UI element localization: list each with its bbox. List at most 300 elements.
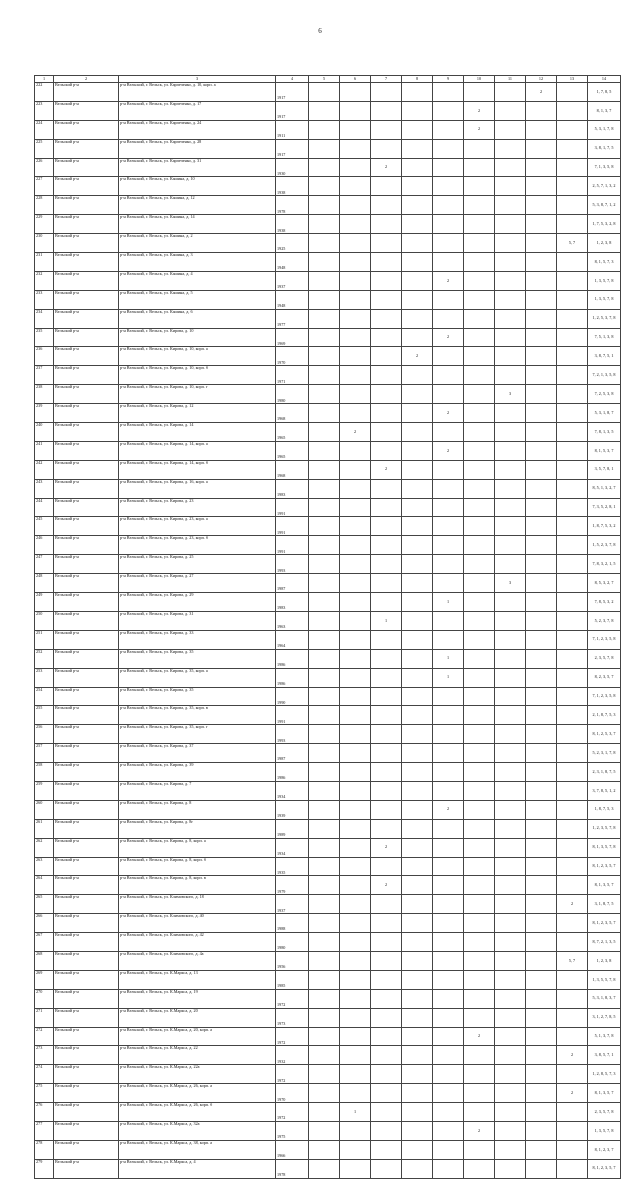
row-number-cell: 259 bbox=[35, 781, 54, 800]
table-row bbox=[35, 101, 621, 120]
col9-cell bbox=[433, 423, 464, 442]
year-cell: 1991 bbox=[276, 706, 309, 725]
col13-cell bbox=[557, 498, 588, 517]
col5-cell bbox=[309, 536, 340, 555]
col5-cell bbox=[309, 271, 340, 290]
address-cell: р-н Вельский, г. Вельск, ул. Карпеченко, д. 17 bbox=[119, 101, 276, 120]
col5-cell bbox=[309, 933, 340, 952]
col14-cell: 7, 5, 1, 3, 8 bbox=[588, 328, 621, 347]
col5-cell bbox=[309, 725, 340, 744]
year-cell: 1991 bbox=[276, 517, 309, 536]
col8-cell bbox=[402, 630, 433, 649]
address-cell: р-н Вельский, г. Вельск, ул. Кашина, д. 2 bbox=[119, 234, 276, 253]
col9-cell bbox=[433, 309, 464, 328]
col7-cell bbox=[371, 763, 402, 782]
col5-cell bbox=[309, 498, 340, 517]
table-row bbox=[35, 914, 621, 933]
address-cell: р-н Вельский, г. Вельск, ул. Климовского, д. 40 bbox=[119, 914, 276, 933]
col12-cell bbox=[526, 649, 557, 668]
col7-cell bbox=[371, 781, 402, 800]
col6-cell bbox=[340, 101, 371, 120]
col14-cell: 7, 8, 3, 2, 1, 5 bbox=[588, 555, 621, 574]
col11-cell bbox=[495, 649, 526, 668]
district-cell: Вельский р-н bbox=[54, 328, 119, 347]
col9-cell bbox=[433, 1121, 464, 1140]
col14-cell: 5, 3, 8, 7, 1, 2 bbox=[588, 196, 621, 215]
row-number-cell: 239 bbox=[35, 404, 54, 423]
table-body bbox=[35, 83, 621, 1179]
col12-cell bbox=[526, 271, 557, 290]
col8-cell bbox=[402, 1027, 433, 1046]
col7-cell bbox=[371, 423, 402, 442]
col13-cell bbox=[557, 1159, 588, 1178]
row-number-cell: 271 bbox=[35, 1008, 54, 1027]
col10-cell bbox=[464, 1103, 495, 1122]
col9-cell: 1 bbox=[433, 593, 464, 612]
col8-cell bbox=[402, 385, 433, 404]
col7-cell bbox=[371, 800, 402, 819]
col8-cell bbox=[402, 271, 433, 290]
col13-cell bbox=[557, 328, 588, 347]
col10-cell bbox=[464, 441, 495, 460]
col13-cell bbox=[557, 574, 588, 593]
address-cell: р-н Вельский, г. Вельск, ул. Кирова, д. 10, корп. г bbox=[119, 385, 276, 404]
col11-cell bbox=[495, 914, 526, 933]
col12-cell bbox=[526, 1121, 557, 1140]
table-row bbox=[35, 517, 621, 536]
district-cell: Вельский р-н bbox=[54, 536, 119, 555]
col6-cell bbox=[340, 347, 371, 366]
col5-cell bbox=[309, 1008, 340, 1027]
col12-cell bbox=[526, 951, 557, 970]
col11-cell bbox=[495, 725, 526, 744]
row-number-cell: 277 bbox=[35, 1121, 54, 1140]
col6-cell bbox=[340, 1121, 371, 1140]
col6-cell bbox=[340, 536, 371, 555]
address-cell: р-н Вельский, г. Вельск, ул. Кирова, д. 23 bbox=[119, 498, 276, 517]
col5-cell bbox=[309, 366, 340, 385]
row-number-cell: 248 bbox=[35, 574, 54, 593]
col14-cell: 2, 3, 5, 7, 8 bbox=[588, 1103, 621, 1122]
col14-cell: 3, 7, 8, 5, 1, 2 bbox=[588, 781, 621, 800]
col7-cell bbox=[371, 857, 402, 876]
row-number-cell: 256 bbox=[35, 725, 54, 744]
col14-cell: 1, 3, 5, 7, 8 bbox=[588, 271, 621, 290]
district-cell: Вельский р-н bbox=[54, 914, 119, 933]
col7-cell: 1 bbox=[371, 611, 402, 630]
col11-cell bbox=[495, 1121, 526, 1140]
col9-cell bbox=[433, 1159, 464, 1178]
address-cell: р-н Вельский, г. Вельск, ул. Карпеченко, д. 28 bbox=[119, 139, 276, 158]
col12-cell bbox=[526, 611, 557, 630]
col7-cell bbox=[371, 819, 402, 838]
col8-cell bbox=[402, 838, 433, 857]
col9-cell bbox=[433, 611, 464, 630]
col8-cell bbox=[402, 725, 433, 744]
col14-cell: 3, 1, 2, 7, 8, 5 bbox=[588, 1008, 621, 1027]
table-row bbox=[35, 1121, 621, 1140]
col6-cell bbox=[340, 933, 371, 952]
col6-cell bbox=[340, 177, 371, 196]
row-number-cell: 264 bbox=[35, 876, 54, 895]
table-row bbox=[35, 611, 621, 630]
district-cell: Вельский р-н bbox=[54, 1103, 119, 1122]
col11-cell bbox=[495, 120, 526, 139]
col9-cell: 2 bbox=[433, 328, 464, 347]
col5-cell bbox=[309, 763, 340, 782]
col13-cell: 5, 7 bbox=[557, 951, 588, 970]
col5-cell bbox=[309, 196, 340, 215]
col10-cell bbox=[464, 838, 495, 857]
col14-cell: 5, 3, 1, 7, 8 bbox=[588, 120, 621, 139]
col13-cell bbox=[557, 83, 588, 102]
row-number-cell: 276 bbox=[35, 1103, 54, 1122]
address-cell: р-н Вельский, г. Вельск, ул. Кашина, д. 5 bbox=[119, 290, 276, 309]
col11-cell bbox=[495, 290, 526, 309]
col14-cell: 8, 5, 1, 3, 2, 7 bbox=[588, 479, 621, 498]
col14-cell: 1, 3, 5, 7, 8 bbox=[588, 1121, 621, 1140]
column-header-13: 13 bbox=[557, 76, 588, 83]
col7-cell bbox=[371, 1008, 402, 1027]
year-cell: 1987 bbox=[276, 574, 309, 593]
year-cell: 1991 bbox=[276, 536, 309, 555]
col13-cell bbox=[557, 479, 588, 498]
table-row bbox=[35, 668, 621, 687]
table-row bbox=[35, 819, 621, 838]
col7-cell bbox=[371, 479, 402, 498]
district-cell: Вельский р-н bbox=[54, 404, 119, 423]
col5-cell bbox=[309, 290, 340, 309]
address-cell: р-н Вельский, г. Вельск, ул. К.Маркса, д. 13 bbox=[119, 970, 276, 989]
col14-cell: 8, 1, 2, 5, 3, 7 bbox=[588, 725, 621, 744]
col10-cell bbox=[464, 309, 495, 328]
col12-cell bbox=[526, 630, 557, 649]
col6-cell bbox=[340, 970, 371, 989]
col8-cell bbox=[402, 970, 433, 989]
address-cell: р-н Вельский, г. Вельск, ул. Кашина, д. 12 bbox=[119, 196, 276, 215]
col6-cell bbox=[340, 385, 371, 404]
col9-cell bbox=[433, 234, 464, 253]
table-row bbox=[35, 83, 621, 102]
col12-cell bbox=[526, 593, 557, 612]
page-number: 6 bbox=[318, 27, 322, 35]
col11-cell bbox=[495, 536, 526, 555]
district-cell: Вельский р-н bbox=[54, 838, 119, 857]
col7-cell bbox=[371, 989, 402, 1008]
table-row bbox=[35, 328, 621, 347]
col12-cell bbox=[526, 404, 557, 423]
col11-cell bbox=[495, 83, 526, 102]
col9-cell bbox=[433, 895, 464, 914]
col7-cell bbox=[371, 1046, 402, 1065]
col6-cell bbox=[340, 744, 371, 763]
col14-cell: 5, 3, 1, 8, 7 bbox=[588, 404, 621, 423]
col7-cell bbox=[371, 914, 402, 933]
col13-cell bbox=[557, 139, 588, 158]
col14-cell: 7, 1, 2, 3, 5, 8 bbox=[588, 687, 621, 706]
col14-cell: 1, 3, 5, 5, 7, 8 bbox=[588, 970, 621, 989]
col6-cell bbox=[340, 328, 371, 347]
col9-cell bbox=[433, 970, 464, 989]
col13-cell bbox=[557, 1027, 588, 1046]
col14-cell: 1, 8, 7, 5, 3 bbox=[588, 800, 621, 819]
col14-cell: 2, 5, 7, 1, 3, 2 bbox=[588, 177, 621, 196]
year-cell: 1980 bbox=[276, 933, 309, 952]
col7-cell: 2 bbox=[371, 838, 402, 857]
table-row bbox=[35, 536, 621, 555]
col13-cell bbox=[557, 253, 588, 272]
col10-cell bbox=[464, 989, 495, 1008]
col10-cell bbox=[464, 857, 495, 876]
col5-cell bbox=[309, 970, 340, 989]
address-cell: р-н Вельский, г. Вельск, ул. Кирова, д. 8г bbox=[119, 819, 276, 838]
col11-cell bbox=[495, 1046, 526, 1065]
col10-cell bbox=[464, 687, 495, 706]
col11-cell bbox=[495, 611, 526, 630]
table-row bbox=[35, 989, 621, 1008]
district-cell: Вельский р-н bbox=[54, 781, 119, 800]
table-row bbox=[35, 1084, 621, 1103]
district-cell: Вельский р-н bbox=[54, 460, 119, 479]
year-cell: 1965 bbox=[276, 441, 309, 460]
col6-cell bbox=[340, 253, 371, 272]
table-row bbox=[35, 347, 621, 366]
col12-cell bbox=[526, 933, 557, 952]
row-number-cell: 261 bbox=[35, 819, 54, 838]
district-cell: Вельский р-н bbox=[54, 196, 119, 215]
col13-cell bbox=[557, 611, 588, 630]
col5-cell bbox=[309, 253, 340, 272]
col6-cell bbox=[340, 876, 371, 895]
col11-cell bbox=[495, 479, 526, 498]
col10-cell: 2 bbox=[464, 1121, 495, 1140]
col8-cell bbox=[402, 83, 433, 102]
address-cell: р-н Вельский, г. Вельск, ул. К.Маркса, д. 26, корп. а bbox=[119, 1084, 276, 1103]
address-cell: р-н Вельский, г. Вельск, ул. Кирова, д. 14 bbox=[119, 423, 276, 442]
col5-cell bbox=[309, 385, 340, 404]
col5-cell bbox=[309, 328, 340, 347]
col12-cell bbox=[526, 385, 557, 404]
col8-cell bbox=[402, 1084, 433, 1103]
row-number-cell: 223 bbox=[35, 101, 54, 120]
year-cell: 1939 bbox=[276, 800, 309, 819]
col14-cell: 1, 3, 5, 7, 8 bbox=[588, 290, 621, 309]
col13-cell: 2 bbox=[557, 1046, 588, 1065]
col9-cell: 1 bbox=[433, 668, 464, 687]
column-header-7: 7 bbox=[371, 76, 402, 83]
col7-cell: 2 bbox=[371, 460, 402, 479]
col5-cell bbox=[309, 309, 340, 328]
district-cell: Вельский р-н bbox=[54, 120, 119, 139]
col13-cell bbox=[557, 876, 588, 895]
row-number-cell: 263 bbox=[35, 857, 54, 876]
col11-cell bbox=[495, 196, 526, 215]
table-row bbox=[35, 1140, 621, 1159]
col8-cell bbox=[402, 706, 433, 725]
col8-cell bbox=[402, 649, 433, 668]
col14-cell: 8, 1, 2, 3, 5, 7 bbox=[588, 1159, 621, 1178]
district-cell: Вельский р-н bbox=[54, 630, 119, 649]
col7-cell bbox=[371, 1159, 402, 1178]
col11-cell bbox=[495, 234, 526, 253]
col10-cell bbox=[464, 347, 495, 366]
year-cell: 1971 bbox=[276, 366, 309, 385]
col11-cell bbox=[495, 668, 526, 687]
col6-cell bbox=[340, 1008, 371, 1027]
row-number-cell: 255 bbox=[35, 706, 54, 725]
row-number-cell: 232 bbox=[35, 271, 54, 290]
col14-cell: 5, 3, 1, 8, 3, 7 bbox=[588, 989, 621, 1008]
col6-cell bbox=[340, 479, 371, 498]
col11-cell bbox=[495, 253, 526, 272]
col7-cell bbox=[371, 234, 402, 253]
col6-cell bbox=[340, 630, 371, 649]
district-cell: Вельский р-н bbox=[54, 83, 119, 102]
col10-cell bbox=[464, 271, 495, 290]
district-cell: Вельский р-н bbox=[54, 253, 119, 272]
col12-cell bbox=[526, 989, 557, 1008]
col10-cell bbox=[464, 498, 495, 517]
col9-cell bbox=[433, 177, 464, 196]
col10-cell bbox=[464, 460, 495, 479]
col13-cell bbox=[557, 423, 588, 442]
col5-cell bbox=[309, 1159, 340, 1178]
year-cell: 1964 bbox=[276, 630, 309, 649]
col9-cell bbox=[433, 366, 464, 385]
district-cell: Вельский р-н bbox=[54, 668, 119, 687]
table-row bbox=[35, 498, 621, 517]
table-row bbox=[35, 574, 621, 593]
col14-cell: 3, 5, 7, 8, 1 bbox=[588, 460, 621, 479]
district-cell: Вельский р-н bbox=[54, 234, 119, 253]
col5-cell bbox=[309, 555, 340, 574]
col14-cell: 7, 8, 5, 3, 2 bbox=[588, 593, 621, 612]
col5-cell bbox=[309, 158, 340, 177]
col10-cell bbox=[464, 668, 495, 687]
table-row bbox=[35, 649, 621, 668]
col9-cell bbox=[433, 196, 464, 215]
row-number-cell: 230 bbox=[35, 234, 54, 253]
year-cell: 1990 bbox=[276, 687, 309, 706]
col9-cell bbox=[433, 1084, 464, 1103]
col12-cell bbox=[526, 290, 557, 309]
col9-cell: 1 bbox=[433, 649, 464, 668]
address-cell: р-н Вельский, г. Вельск, ул. Климовского, д. 42 bbox=[119, 933, 276, 952]
col10-cell bbox=[464, 1084, 495, 1103]
district-cell: Вельский р-н bbox=[54, 706, 119, 725]
col12-cell bbox=[526, 1008, 557, 1027]
col13-cell: 2 bbox=[557, 1084, 588, 1103]
district-cell: Вельский р-н bbox=[54, 309, 119, 328]
col6-cell bbox=[340, 989, 371, 1008]
col10-cell bbox=[464, 253, 495, 272]
col8-cell bbox=[402, 460, 433, 479]
column-header-8: 8 bbox=[402, 76, 433, 83]
col5-cell bbox=[309, 215, 340, 234]
col13-cell bbox=[557, 271, 588, 290]
col13-cell bbox=[557, 781, 588, 800]
col10-cell bbox=[464, 895, 495, 914]
col11-cell bbox=[495, 706, 526, 725]
col9-cell bbox=[433, 290, 464, 309]
col9-cell bbox=[433, 687, 464, 706]
col11-cell bbox=[495, 309, 526, 328]
col13-cell bbox=[557, 706, 588, 725]
col10-cell bbox=[464, 536, 495, 555]
column-header-14: 14 bbox=[588, 76, 621, 83]
col7-cell bbox=[371, 536, 402, 555]
col6-cell bbox=[340, 574, 371, 593]
col5-cell bbox=[309, 83, 340, 102]
district-cell: Вельский р-н bbox=[54, 574, 119, 593]
row-number-cell: 266 bbox=[35, 914, 54, 933]
col14-cell: 7, 1, 2, 3, 5, 8 bbox=[588, 630, 621, 649]
table-row bbox=[35, 744, 621, 763]
col11-cell bbox=[495, 744, 526, 763]
col13-cell bbox=[557, 989, 588, 1008]
col13-cell bbox=[557, 536, 588, 555]
address-cell: р-н Вельский, г. Вельск, ул. Карпеченко, д. 24 bbox=[119, 120, 276, 139]
col6-cell bbox=[340, 687, 371, 706]
district-cell: Вельский р-н bbox=[54, 1008, 119, 1027]
col10-cell bbox=[464, 593, 495, 612]
col8-cell bbox=[402, 1103, 433, 1122]
col14-cell: 8, 1, 3, 5, 7, 8 bbox=[588, 838, 621, 857]
year-cell: 1986 bbox=[276, 649, 309, 668]
col8-cell bbox=[402, 234, 433, 253]
district-cell: Вельский р-н bbox=[54, 876, 119, 895]
col13-cell bbox=[557, 819, 588, 838]
col13-cell bbox=[557, 857, 588, 876]
year-cell: 1985 bbox=[276, 970, 309, 989]
year-cell: 1969 bbox=[276, 328, 309, 347]
col9-cell bbox=[433, 460, 464, 479]
col9-cell bbox=[433, 819, 464, 838]
col12-cell bbox=[526, 120, 557, 139]
year-cell: 1911 bbox=[276, 120, 309, 139]
col11-cell bbox=[495, 1159, 526, 1178]
col10-cell bbox=[464, 914, 495, 933]
column-header-3: 3 bbox=[119, 76, 276, 83]
address-cell: р-н Вельский, г. Вельск, ул. Кашина, д. 3 bbox=[119, 253, 276, 272]
row-number-cell: 269 bbox=[35, 970, 54, 989]
col7-cell bbox=[371, 1084, 402, 1103]
table-row bbox=[35, 1008, 621, 1027]
col10-cell bbox=[464, 328, 495, 347]
row-number-cell: 254 bbox=[35, 687, 54, 706]
col7-cell bbox=[371, 83, 402, 102]
district-cell: Вельский р-н bbox=[54, 819, 119, 838]
column-header-2: 2 bbox=[54, 76, 119, 83]
col8-cell bbox=[402, 309, 433, 328]
year-cell: 1983 bbox=[276, 593, 309, 612]
col9-cell bbox=[433, 781, 464, 800]
col8-cell bbox=[402, 404, 433, 423]
col11-cell bbox=[495, 800, 526, 819]
col14-cell: 5, 1, 3, 7, 8 bbox=[588, 1027, 621, 1046]
col8-cell bbox=[402, 290, 433, 309]
col14-cell: 2, 3, 5, 7, 8 bbox=[588, 649, 621, 668]
col6-cell: 1 bbox=[340, 1103, 371, 1122]
address-cell: р-н Вельский, г. Вельск, ул. К.Маркса, д. 22а bbox=[119, 1065, 276, 1084]
col5-cell bbox=[309, 1027, 340, 1046]
col13-cell bbox=[557, 725, 588, 744]
row-number-cell: 229 bbox=[35, 215, 54, 234]
row-number-cell: 250 bbox=[35, 611, 54, 630]
col8-cell bbox=[402, 819, 433, 838]
col8-cell bbox=[402, 498, 433, 517]
row-number-cell: 268 bbox=[35, 951, 54, 970]
